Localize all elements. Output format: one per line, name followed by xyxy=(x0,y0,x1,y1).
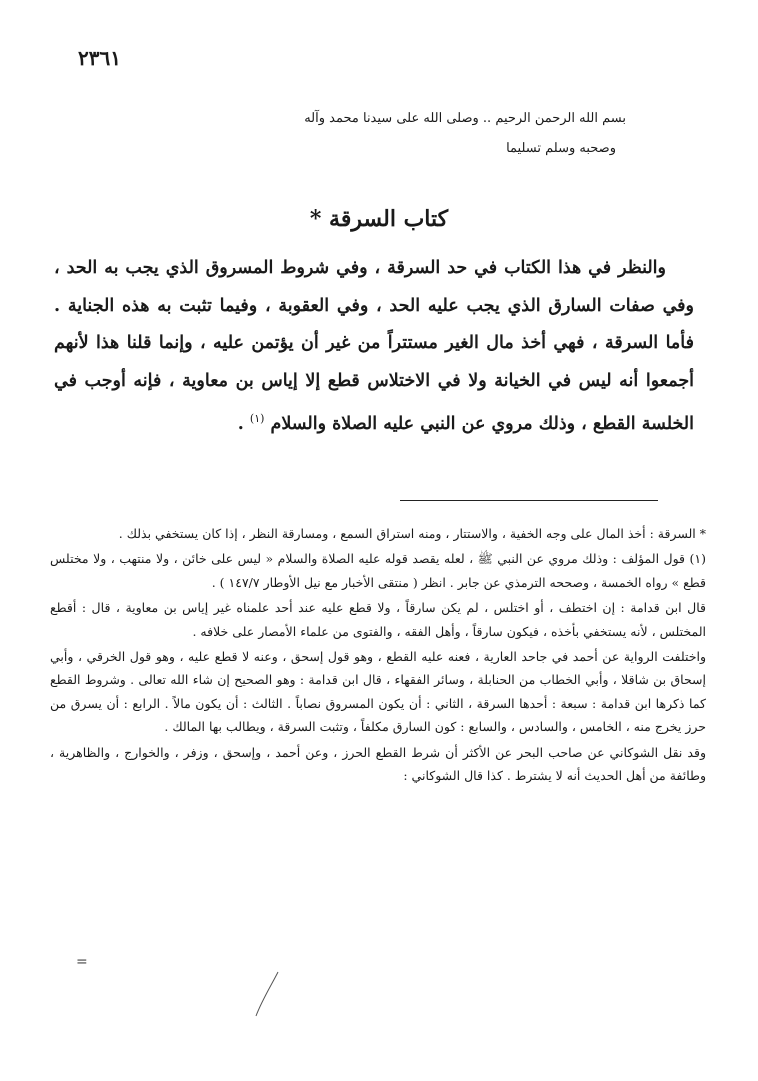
main-paragraph-end: . xyxy=(237,413,250,434)
main-paragraph xyxy=(54,250,694,443)
footnote-star: * السرقة : أخذ المال على وجه الخفية ، والاستتار ، ومنه استراق السمع ، ومسارقة النظر ، إذا كان يستخفي بذلك . xyxy=(118,526,706,541)
footnote-1-paragraph-3: واختلفت الرواية عن أحمد في جاحد العارية ، فعنه عليه القطع ، وهو قول إسحق ، وعنه لا قطع عليه ، وهو قول الخرقي ، وأبي إسحاق بن شاقلا ، وأبي الخطاب من الحنابلة ، وسائر الفقهاء ، قال ابن قدامة : وهو الصحيح إن شاء الله تعالى . وشروط القطع كما ذكرها ابن قدامة : سبعة : أحدها السرقة ، الثاني : أن يكون المسروق نصاباً . الثالث : أن يكون مالاً . الرابع : أن يسرق من حرز يخرج منه ، الخامس ، والسادس ، والسابع : كون السارق مكلفاً ، وتثبت السرقة ، ويطالب بها المالك . xyxy=(50,649,706,735)
footnote-reference: (١) xyxy=(249,412,265,425)
basmala-line-1: بسم الله الرحمن الرحيم .. وصلى الله على سيدنا محمد وآله xyxy=(304,111,626,126)
basmala-line-2: وصحبه وسلم تسليما xyxy=(506,141,616,156)
basmala xyxy=(106,104,626,164)
footnote-1-paragraph-2: قال ابن قدامة : إن اختطف ، أو اختلس ، لم يكن سارقاً ، ولا قطع عليه عند أحد علمناه غير إياس بن معاوية ، قال : أقطع المختلس ، لأنه يستخفي بأخذه ، فيكون سارقاً ، وأهل الفقه ، والفتوى من علماء الأمصار على خلافه . xyxy=(50,600,706,639)
pen-stroke-mark xyxy=(248,970,288,1020)
page-number: ٢٣٦١ xyxy=(78,46,121,70)
footnote-separator xyxy=(400,500,658,501)
chapter-title: كتاب السرقة * xyxy=(309,206,449,232)
footnote-1: (١) قول المؤلف : وذلك مروي عن النبي ﷺ ، لعله يقصد قوله عليه الصلاة والسلام « ليس على خائن ، ولا منتهب ، ولا مختلس قطع » رواه الخمسة ، وصححه الترمذي عن جابر . انظر ( منتقى الأخبار مع نيل الأوطار ١٤٧/٧ ) . xyxy=(50,551,706,590)
margin-mark: = xyxy=(76,954,88,970)
footnotes xyxy=(50,522,706,789)
main-paragraph-text: والنظر في هذا الكتاب في حد السرقة ، وفي شروط المسروق الذي يجب به الحد ، وفي صفات السارق الذي يجب عليه الحد ، وفي العقوبة ، وفيما تثبت به هذه الجناية . فأما السرقة ، فهي أخذ مال الغير مستتراً من غير أن يؤتمن عليه ، وإنما قلنا هذا لأنهم أجمعوا أنه ليس في الخيانة ولا في الاختلاس قطع إلا إياس بن معاوية ، فإنه أوجب في الخلسة القطع ، وذلك مروي عن النبي عليه الصلاة والسلام xyxy=(54,258,694,434)
footnote-1-paragraph-4: وقد نقل الشوكاني عن صاحب البحر عن الأكثر أن شرط القطع الحرز ، وعن أحمد ، وإسحق ، وزفر ، والخوارج ، والظاهرية ، وطائفة من أهل الحديث أنه لا يشترط . كذا قال الشوكاني : xyxy=(50,744,706,784)
